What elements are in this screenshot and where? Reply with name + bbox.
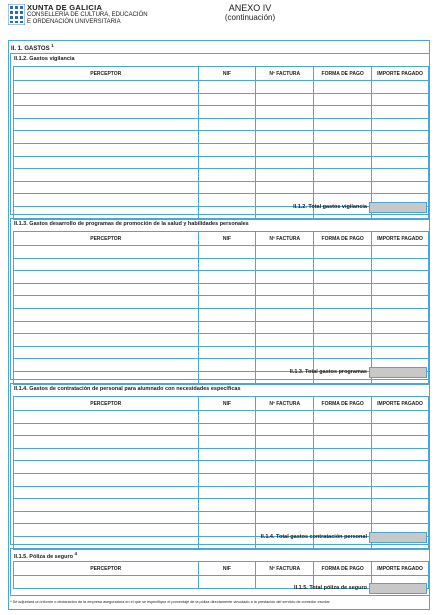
subsection-vigilancia (10, 53, 430, 215)
cell-factura[interactable] (256, 346, 314, 359)
cell-nif[interactable] (198, 296, 256, 309)
org-department-line-1: CONSELLERÍA DE CULTURA, EDUCACIÓN (27, 12, 148, 18)
cell-perceptor[interactable] (14, 448, 199, 461)
cell-forma-pago[interactable] (314, 271, 372, 284)
cell-perceptor[interactable] (14, 271, 199, 284)
column-header-perceptor: PERCEPTOR (14, 232, 199, 246)
subsection-title-text: II.1.5. Póliza de seguro (14, 553, 73, 560)
cell-forma-pago[interactable] (314, 321, 372, 334)
cell-importe[interactable] (372, 118, 429, 131)
cell-nif[interactable] (198, 169, 256, 182)
total-label: II.1.5. Total póliza de seguro (294, 585, 367, 591)
total-amount-field[interactable] (369, 202, 427, 213)
cell-importe[interactable] (372, 156, 429, 169)
cell-factura[interactable] (256, 308, 314, 321)
table-row (14, 246, 429, 259)
cell-importe[interactable] (372, 106, 429, 119)
section-title (11, 43, 54, 52)
cell-forma-pago[interactable] (314, 143, 372, 156)
cell-importe[interactable] (372, 81, 429, 94)
table-row (14, 423, 429, 436)
table-row (14, 181, 429, 194)
total-row (13, 367, 427, 378)
cell-importe[interactable] (372, 499, 429, 512)
table-row (14, 283, 429, 296)
cell-perceptor[interactable] (14, 346, 199, 359)
table-row (14, 258, 429, 271)
cell-importe[interactable] (372, 511, 429, 524)
cell-perceptor[interactable] (14, 308, 199, 321)
cell-forma-pago[interactable] (314, 258, 372, 271)
cell-forma-pago[interactable] (314, 473, 372, 486)
cell-factura[interactable] (256, 246, 314, 259)
cell-forma-pago[interactable] (314, 346, 372, 359)
cell-nif[interactable] (198, 511, 256, 524)
cell-factura[interactable] (256, 334, 314, 347)
cell-importe[interactable] (372, 169, 429, 182)
cell-factura[interactable] (256, 156, 314, 169)
table-row (14, 448, 429, 461)
cell-importe[interactable] (372, 473, 429, 486)
cell-factura[interactable] (256, 511, 314, 524)
subsection-title (14, 386, 241, 392)
cell-nif[interactable] (198, 486, 256, 499)
xunta-logo-icon (8, 4, 25, 25)
cell-forma-pago[interactable] (314, 511, 372, 524)
cell-factura[interactable] (256, 423, 314, 436)
cell-forma-pago[interactable] (314, 81, 372, 94)
column-header-factura: Nº FACTURA (256, 562, 314, 576)
org-name: XUNTA DE GALICIA (27, 3, 103, 12)
cell-forma-pago[interactable] (314, 156, 372, 169)
table-header-row (14, 67, 429, 81)
cell-forma-pago[interactable] (314, 461, 372, 474)
cell-importe[interactable] (372, 246, 429, 259)
cell-factura[interactable] (256, 181, 314, 194)
cell-perceptor[interactable] (14, 118, 199, 131)
annex-title: ANEXO IV (228, 3, 272, 13)
cell-nif[interactable] (198, 411, 256, 424)
annex-heading (180, 3, 320, 22)
cell-importe[interactable] (372, 258, 429, 271)
cell-perceptor[interactable] (14, 246, 199, 259)
cell-factura[interactable] (256, 321, 314, 334)
cell-forma-pago[interactable] (314, 169, 372, 182)
footnote: ⁴ Se adjuntará un informe o declaración de la empresa aseguradora en el que se especifique el porcentaje de la póliza directamente vinculado a la prestación del servicio de comedor escolar (10, 600, 330, 604)
column-header-importe: IMPORTE PAGADO (372, 67, 429, 81)
section-title-text: II. 1. GASTOS (11, 46, 50, 52)
cell-factura[interactable] (256, 411, 314, 424)
cell-perceptor[interactable] (14, 473, 199, 486)
cell-importe[interactable] (372, 321, 429, 334)
subsection-title (14, 56, 75, 62)
table-header-row (14, 562, 429, 576)
cell-importe[interactable] (372, 93, 429, 106)
table-row (14, 131, 429, 144)
cell-forma-pago[interactable] (314, 283, 372, 296)
cell-perceptor[interactable] (14, 334, 199, 347)
column-header-importe: IMPORTE PAGADO (372, 562, 429, 576)
table-header-row (14, 232, 429, 246)
table-row (14, 436, 429, 449)
table-row (14, 106, 429, 119)
table-row (14, 411, 429, 424)
cell-perceptor[interactable] (14, 321, 199, 334)
expense-table (13, 66, 429, 220)
cell-nif[interactable] (198, 156, 256, 169)
table-row (14, 143, 429, 156)
cell-perceptor[interactable] (14, 486, 199, 499)
table-row (14, 334, 429, 347)
cell-perceptor[interactable] (14, 296, 199, 309)
column-header-perceptor: PERCEPTOR (14, 562, 199, 576)
cell-nif[interactable] (198, 131, 256, 144)
cell-forma-pago[interactable] (314, 308, 372, 321)
total-label: II.1.4. Total gastos contratación personal (260, 534, 367, 540)
cell-importe[interactable] (372, 486, 429, 499)
table-row (14, 461, 429, 474)
column-header-forma-pago: FORMA DE PAGO (314, 397, 372, 411)
cell-forma-pago[interactable] (314, 106, 372, 119)
cell-forma-pago[interactable] (314, 181, 372, 194)
cell-factura[interactable] (256, 118, 314, 131)
column-header-perceptor: PERCEPTOR (14, 67, 199, 81)
cell-forma-pago[interactable] (314, 486, 372, 499)
cell-nif[interactable] (198, 473, 256, 486)
subsection-title (14, 221, 249, 227)
cell-importe[interactable] (372, 143, 429, 156)
subsection-title (14, 551, 77, 560)
cell-perceptor[interactable] (14, 436, 199, 449)
cell-forma-pago[interactable] (314, 93, 372, 106)
subsection-title-text: II.1.4. Gastos de contratación de personal para alumnado con necesidades específicas (14, 386, 241, 392)
subsection-poliza-seguro (10, 548, 430, 596)
cell-nif[interactable] (198, 106, 256, 119)
organization-block (27, 3, 148, 26)
cell-nif[interactable] (198, 308, 256, 321)
subsection-title-text: II.1.2. Gastos vigilancia (14, 56, 75, 62)
cell-nif[interactable] (198, 436, 256, 449)
cell-importe[interactable] (372, 423, 429, 436)
expense-table (13, 396, 429, 550)
cell-nif[interactable] (198, 499, 256, 512)
total-row (13, 202, 427, 213)
cell-perceptor[interactable] (14, 423, 199, 436)
cell-importe[interactable] (372, 346, 429, 359)
cell-importe[interactable] (372, 181, 429, 194)
total-row (13, 532, 427, 543)
table-row (14, 473, 429, 486)
cell-forma-pago[interactable] (314, 334, 372, 347)
cell-nif[interactable] (198, 448, 256, 461)
subsection-programas (10, 218, 430, 380)
cell-nif[interactable] (198, 334, 256, 347)
cell-factura[interactable] (256, 131, 314, 144)
document-header (0, 0, 439, 40)
column-header-nif: NIF (198, 67, 256, 81)
org-department-line-2: E ORDENACIÓN UNIVERSITARIA (27, 19, 121, 25)
subsection-footnote-ref: 4 (74, 551, 78, 556)
column-header-factura: Nº FACTURA (256, 397, 314, 411)
cell-perceptor[interactable] (14, 81, 199, 94)
column-header-factura: Nº FACTURA (256, 232, 314, 246)
cell-forma-pago[interactable] (314, 118, 372, 131)
cell-importe[interactable] (372, 296, 429, 309)
cell-forma-pago[interactable] (314, 296, 372, 309)
expense-table (13, 231, 429, 385)
cell-forma-pago[interactable] (314, 499, 372, 512)
column-header-importe: IMPORTE PAGADO (372, 232, 429, 246)
cell-nif[interactable] (198, 423, 256, 436)
total-amount-field[interactable] (369, 367, 427, 378)
column-header-perceptor: PERCEPTOR (14, 397, 199, 411)
total-amount-field[interactable] (369, 583, 427, 594)
column-header-nif: NIF (198, 397, 256, 411)
cell-nif[interactable] (198, 246, 256, 259)
column-header-forma-pago: FORMA DE PAGO (314, 67, 372, 81)
cell-perceptor[interactable] (14, 181, 199, 194)
column-header-forma-pago: FORMA DE PAGO (314, 562, 372, 576)
annex-subtitle: (continuación) (224, 13, 276, 22)
cell-nif[interactable] (198, 346, 256, 359)
cell-perceptor[interactable] (14, 258, 199, 271)
cell-forma-pago[interactable] (314, 246, 372, 259)
column-header-factura: Nº FACTURA (256, 67, 314, 81)
table-row (14, 486, 429, 499)
cell-factura[interactable] (256, 169, 314, 182)
table-header-row (14, 397, 429, 411)
table-row (14, 296, 429, 309)
cell-perceptor[interactable] (14, 143, 199, 156)
cell-perceptor[interactable] (14, 283, 199, 296)
table-row (14, 81, 429, 94)
cell-perceptor[interactable] (14, 499, 199, 512)
cell-importe[interactable] (372, 411, 429, 424)
table-row (14, 156, 429, 169)
cell-nif[interactable] (198, 461, 256, 474)
cell-perceptor[interactable] (14, 511, 199, 524)
cell-importe[interactable] (372, 461, 429, 474)
cell-forma-pago[interactable] (314, 411, 372, 424)
total-label: II.1.3. Total gastos programas (289, 369, 367, 375)
cell-perceptor[interactable] (14, 106, 199, 119)
cell-factura[interactable] (256, 93, 314, 106)
cell-nif[interactable] (198, 143, 256, 156)
cell-nif[interactable] (198, 118, 256, 131)
subsection-title-text: II.1.3. Gastos desarrollo de programas de promoción de la salud y habilidades personales (14, 221, 249, 227)
cell-importe[interactable] (372, 283, 429, 296)
subsection-contratacion (10, 383, 430, 545)
cell-importe[interactable] (372, 448, 429, 461)
cell-factura[interactable] (256, 143, 314, 156)
cell-forma-pago[interactable] (314, 423, 372, 436)
table-row (14, 308, 429, 321)
cell-forma-pago[interactable] (314, 448, 372, 461)
table-row (14, 118, 429, 131)
column-header-nif: NIF (198, 232, 256, 246)
cell-factura[interactable] (256, 296, 314, 309)
cell-factura[interactable] (256, 448, 314, 461)
cell-factura[interactable] (256, 499, 314, 512)
cell-forma-pago[interactable] (314, 436, 372, 449)
cell-perceptor[interactable] (14, 131, 199, 144)
table-row (14, 271, 429, 284)
section-footnote-ref: 1 (51, 43, 54, 48)
cell-importe[interactable] (372, 271, 429, 284)
cell-perceptor[interactable] (14, 156, 199, 169)
table-row (14, 169, 429, 182)
cell-forma-pago[interactable] (314, 131, 372, 144)
cell-factura[interactable] (256, 436, 314, 449)
cell-nif[interactable] (198, 271, 256, 284)
cell-perceptor[interactable] (14, 169, 199, 182)
total-amount-field[interactable] (369, 532, 427, 543)
total-label: II.1.2. Total gastos vigilancia (293, 204, 367, 210)
column-header-importe: IMPORTE PAGADO (372, 397, 429, 411)
cell-importe[interactable] (372, 436, 429, 449)
table-row (14, 499, 429, 512)
cell-importe[interactable] (372, 308, 429, 321)
cell-factura[interactable] (256, 271, 314, 284)
cell-perceptor[interactable] (14, 411, 199, 424)
cell-factura[interactable] (256, 283, 314, 296)
cell-perceptor[interactable] (14, 461, 199, 474)
cell-nif[interactable] (198, 181, 256, 194)
column-header-nif: NIF (198, 562, 256, 576)
table-row (14, 511, 429, 524)
cell-factura[interactable] (256, 461, 314, 474)
table-row (14, 321, 429, 334)
table-row (14, 346, 429, 359)
cell-factura[interactable] (256, 473, 314, 486)
cell-nif[interactable] (198, 258, 256, 271)
cell-factura[interactable] (256, 106, 314, 119)
table-row (14, 93, 429, 106)
cell-nif[interactable] (198, 93, 256, 106)
cell-factura[interactable] (256, 81, 314, 94)
column-header-forma-pago: FORMA DE PAGO (314, 232, 372, 246)
cell-importe[interactable] (372, 334, 429, 347)
cell-factura[interactable] (256, 258, 314, 271)
cell-nif[interactable] (198, 81, 256, 94)
cell-perceptor[interactable] (14, 93, 199, 106)
cell-nif[interactable] (198, 321, 256, 334)
cell-factura[interactable] (256, 486, 314, 499)
cell-importe[interactable] (372, 131, 429, 144)
total-row (13, 583, 427, 594)
cell-nif[interactable] (198, 283, 256, 296)
